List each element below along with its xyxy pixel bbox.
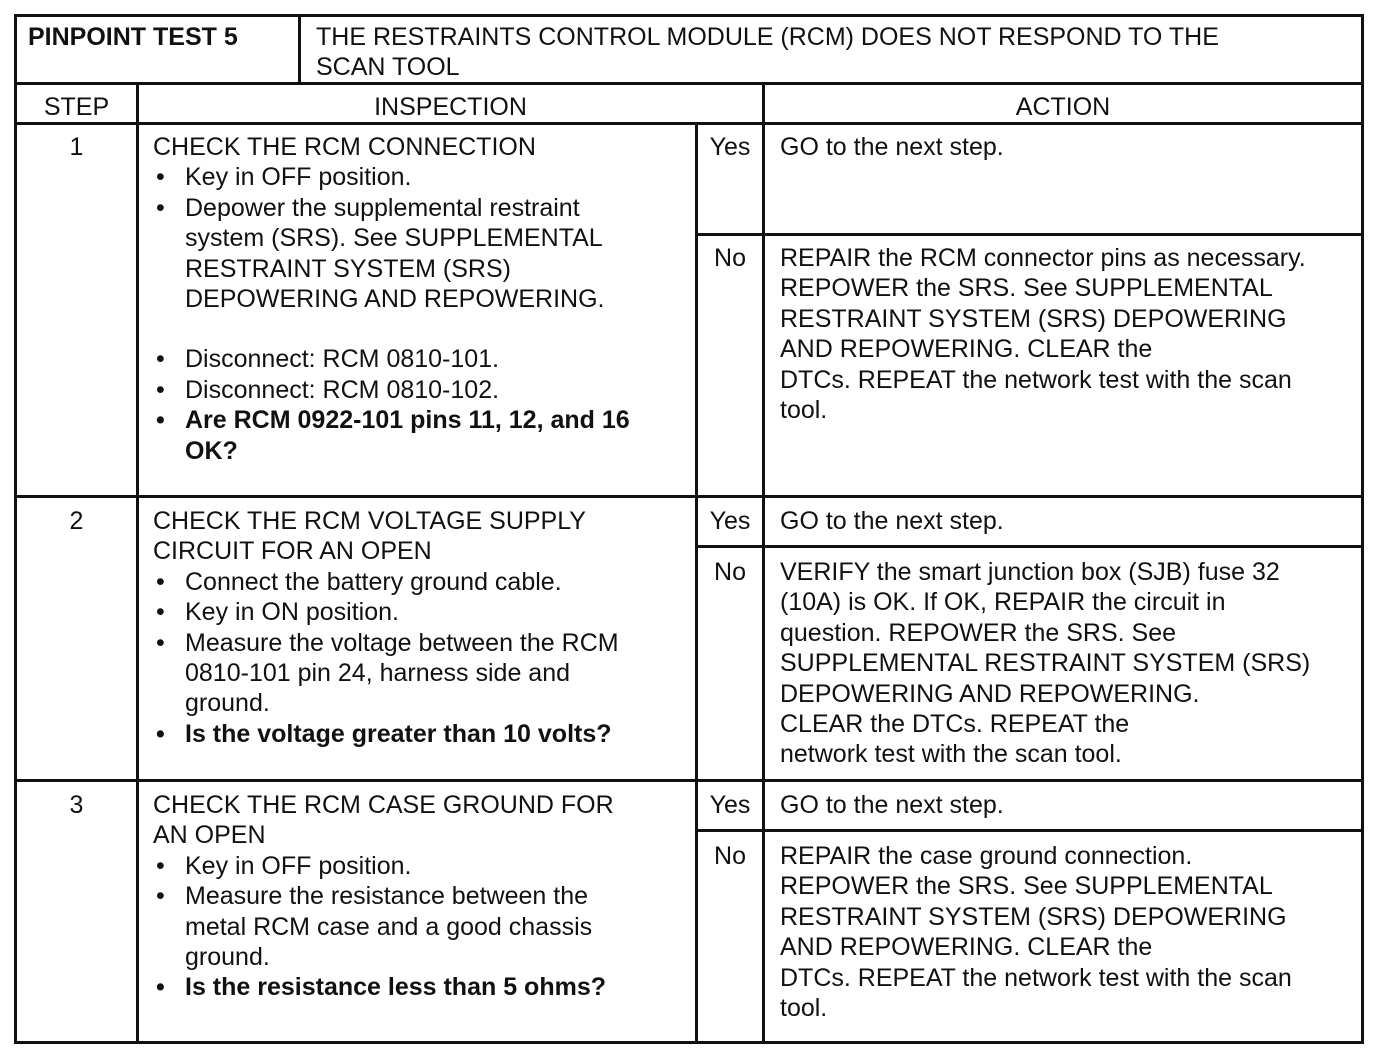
checklist-item: • Connect the battery ground cable. — [153, 567, 619, 597]
rule-below-step1 — [14, 495, 1364, 498]
yes-action: GO to the next step. — [780, 133, 1004, 161]
yes-action: GO to the next step. — [780, 507, 1004, 535]
step-number: 2 — [69, 507, 84, 535]
yes-action: GO to the next step. — [780, 791, 1004, 819]
rule-step3-yes-no — [695, 829, 1364, 832]
step-3-inspection — [153, 790, 614, 1003]
test-label: PINPOINT TEST 5 — [28, 23, 238, 51]
column-step-heading: STEP — [43, 93, 110, 121]
inspection-checklist — [153, 851, 614, 1003]
checklist-item: • Key in ON position. — [153, 597, 619, 627]
rule-step-column — [136, 84, 139, 1044]
no-label: No — [714, 842, 746, 870]
no-action: REPAIR the case ground connection. REPOWER the SRS. See SUPPLEMENTAL RESTRAINT SYSTEM (SRS) DEPOWERING AND REPOWERING. CLEAR the DTCs. REPEAT the network test with the scan tool. — [780, 842, 1292, 1023]
rule-action-column — [762, 84, 765, 1044]
inspection-heading: CHECK THE RCM CONNECTION — [153, 133, 536, 161]
checklist-item: • Measure the voltage between the RCM 0810-101 pin 24, harness side and ground. — [153, 628, 619, 719]
yes-label: Yes — [709, 507, 751, 535]
checklist-item: • Key in OFF position. — [153, 162, 630, 192]
checklist-item: • Disconnect: RCM 0810-101. — [153, 344, 630, 374]
inspection-heading: CHECK THE RCM CASE GROUND FOR — [153, 791, 614, 819]
checklist-item: • Disconnect: RCM 0810-102. — [153, 375, 630, 405]
step-number: 3 — [69, 791, 84, 819]
rule-header-divider — [298, 14, 301, 84]
rule-step1-yes-no — [695, 233, 1364, 236]
checklist-question: • Is the resistance less than 5 ohms? — [153, 972, 614, 1002]
checklist-item: • Depower the supplemental restraint system (SRS). See SUPPLEMENTAL RESTRAINT SYSTEM (SRS) DEPOWERING AND REPOWERING. — [153, 193, 630, 315]
inspection-checklist — [153, 162, 630, 466]
no-action: VERIFY the smart junction box (SJB) fuse 32 (10A) is OK. If OK, REPAIR the circuit in question. REPOWER the SRS. See SUPPLEMENTAL RESTRAINT SYSTEM (SRS) DEPOWERING AND REPOWERING. CLEAR the DTCs. REPEAT the network test with the scan tool. — [780, 558, 1311, 769]
step-2-inspection — [153, 506, 619, 749]
checklist-item: • Key in OFF position. — [153, 851, 614, 881]
yes-label: Yes — [709, 791, 751, 819]
inspection-heading: CHECK THE RCM VOLTAGE SUPPLY — [153, 507, 586, 535]
rule-below-step2 — [14, 779, 1364, 782]
no-action: REPAIR the RCM connector pins as necessary. REPOWER the SRS. See SUPPLEMENTAL RESTRAINT SYSTEM (SRS) DEPOWERING AND REPOWERING. CLEAR the DTCs. REPEAT the network test with the scan tool. — [780, 244, 1306, 425]
rule-below-columns — [14, 122, 1364, 125]
rule-step2-yes-no — [695, 545, 1364, 548]
no-label: No — [714, 558, 746, 586]
column-inspection-heading: INSPECTION — [374, 93, 527, 121]
inspection-checklist — [153, 567, 619, 749]
inspection-heading: CIRCUIT FOR AN OPEN — [153, 537, 432, 566]
step-1-inspection — [153, 132, 630, 466]
test-title-line-1: THE RESTRAINTS CONTROL MODULE (RCM) DOES NOT RESPOND TO THE — [316, 23, 1219, 51]
inspection-heading: AN OPEN — [153, 821, 266, 850]
rule-below-header — [14, 82, 1364, 85]
yes-label: Yes — [709, 133, 751, 161]
checklist-question: • Is the voltage greater than 10 volts? — [153, 719, 619, 749]
checklist-question: • Are RCM 0922-101 pins 11, 12, and 16 OK? — [153, 405, 630, 466]
no-label: No — [714, 244, 746, 272]
column-action-heading: ACTION — [1015, 93, 1111, 121]
test-title-line-2: SCAN TOOL — [316, 53, 460, 81]
step-number: 1 — [69, 133, 84, 161]
checklist-item: • Measure the resistance between the metal RCM case and a good chassis ground. — [153, 881, 614, 972]
